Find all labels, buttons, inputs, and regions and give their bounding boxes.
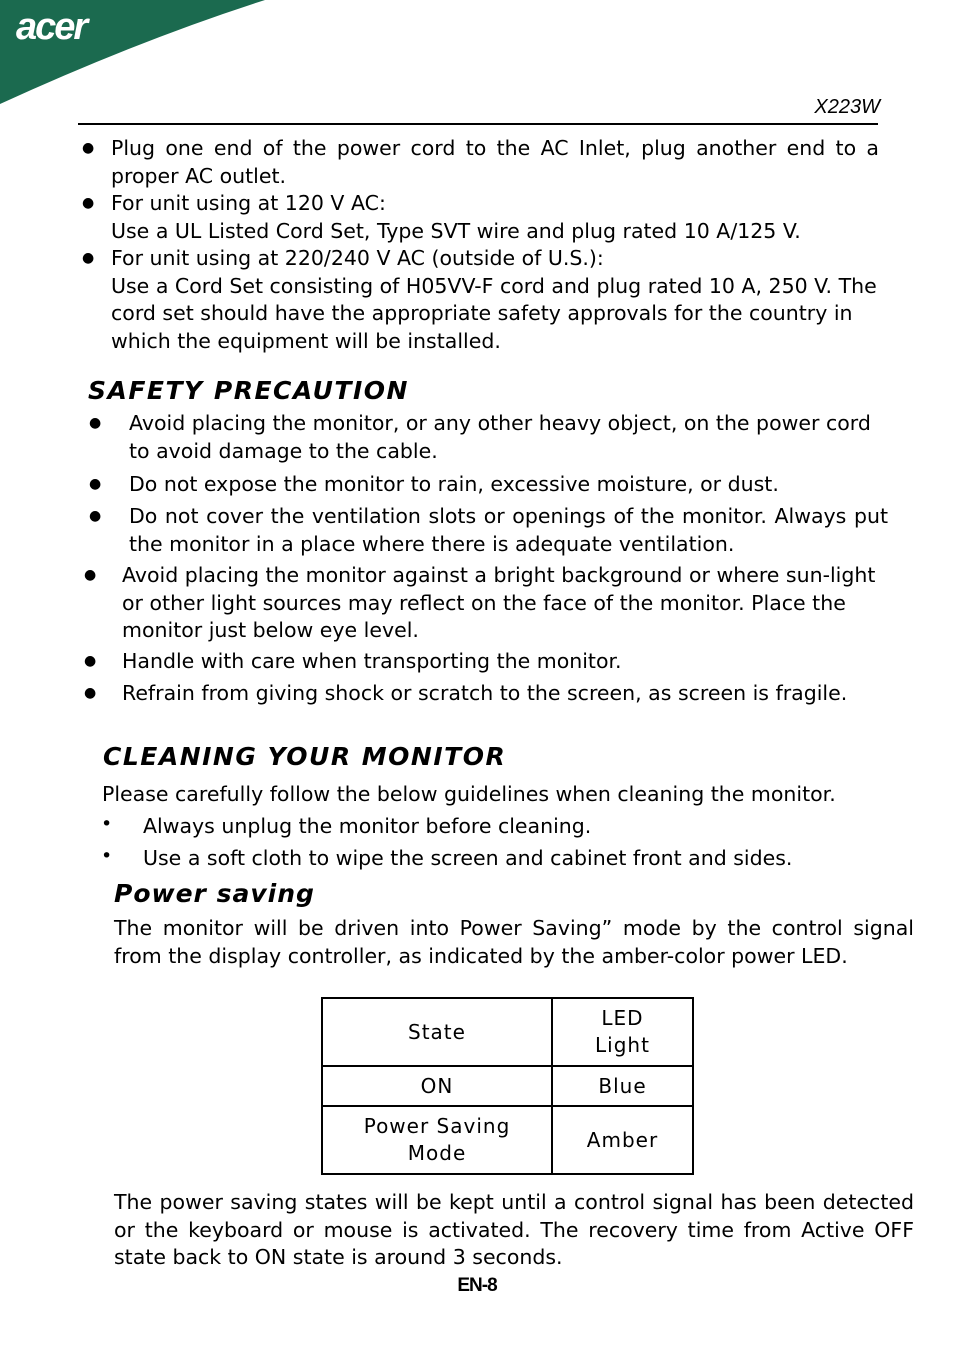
safety-item-3: ● Do not cover the ventilation slots or openings of the monitor. Always put the monitor in a place where there is adequate ventilation.: [89, 504, 888, 556]
list-item: ● For unit using at 220/240 V AC (outside of U.S.): Use a Cord Set consisting of H05VV-F cord and plug rated 10 A, 250 V. The cord set should have the appropriate safety approvals for the country in which the equipment will be installed.: [111, 245, 879, 355]
table-row: [322, 1106, 693, 1174]
table-header-row: [322, 998, 693, 1066]
safety-item-1: ● Avoid placing the monitor, or any other heavy object, on the power cord to avoid damage to the cable.: [89, 411, 871, 463]
safety-heading: SAFETY PRECAUTION: [88, 376, 409, 405]
bullet-text: For unit using at 120 V AC: Use a UL Listed Cord Set, Type SVT wire and plug rated 10 A/125 V.: [111, 191, 801, 243]
cleaning-heading: CLEANING YOUR MONITOR: [103, 742, 507, 771]
power-saving-outro: The power saving states will be kept until a control signal has been detected or the keyboard or mouse is activated. The recovery time from Active OFF state back to ON state is around 3 seconds.: [114, 1190, 914, 1269]
table-header-state: State: [322, 998, 552, 1066]
table-header-led: LED Light: [552, 998, 693, 1066]
safety-item-6: ● Refrain from giving shock or scratch to the screen, as screen is fragile.: [84, 681, 848, 705]
table-row: [322, 1066, 693, 1106]
table-cell: ON: [322, 1066, 552, 1106]
power-cord-list: [82, 135, 879, 355]
bullet-text: For unit using at 220/240 V AC (outside of U.S.): Use a Cord Set consisting of H05VV-F cord and plug rated 10 A, 250 V. The cord set should have the appropriate safety approvals for the country in which the equipment will be installed.: [111, 246, 877, 353]
cleaning-item-2: • Use a soft cloth to wipe the screen and cabinet front and sides.: [101, 845, 793, 870]
acer-logo: acer: [16, 6, 87, 48]
power-saving-intro: The monitor will be driven into Power Saving” mode by the control signal from the display controller, as indicated by the amber-color power LED.: [114, 916, 914, 968]
table-cell: Amber: [552, 1106, 693, 1174]
safety-item-2: ● Do not expose the monitor to rain, excessive moisture, or dust.: [89, 472, 779, 496]
header-rule: [78, 123, 878, 125]
cleaning-intro: Please carefully follow the below guidelines when cleaning the monitor.: [102, 782, 836, 806]
led-state-table: [321, 997, 694, 1175]
bullet-text: Plug one end of the power cord to the AC Inlet, plug another end to a proper AC outlet.: [111, 136, 879, 188]
table-cell: Blue: [552, 1066, 693, 1106]
model-name: X223W: [814, 96, 880, 118]
safety-item-5: ● Handle with care when transporting the monitor.: [84, 649, 622, 673]
page-number: EN-8: [457, 1275, 497, 1296]
safety-item-4: ● Avoid placing the monitor against a bright background or where sun-light or other light sources may reflect on the face of the monitor. Place the monitor just below eye level.: [84, 563, 876, 642]
list-item: ● For unit using at 120 V AC: Use a UL Listed Cord Set, Type SVT wire and plug rated 10 A/125 V.: [111, 190, 879, 245]
power-saving-heading: Power saving: [114, 879, 315, 908]
table-cell: Power Saving Mode: [322, 1106, 552, 1174]
cleaning-item-1: • Always unplug the monitor before cleaning.: [101, 813, 592, 838]
list-item: ● Plug one end of the power cord to the AC Inlet, plug another end to a proper AC outlet.: [111, 135, 879, 190]
